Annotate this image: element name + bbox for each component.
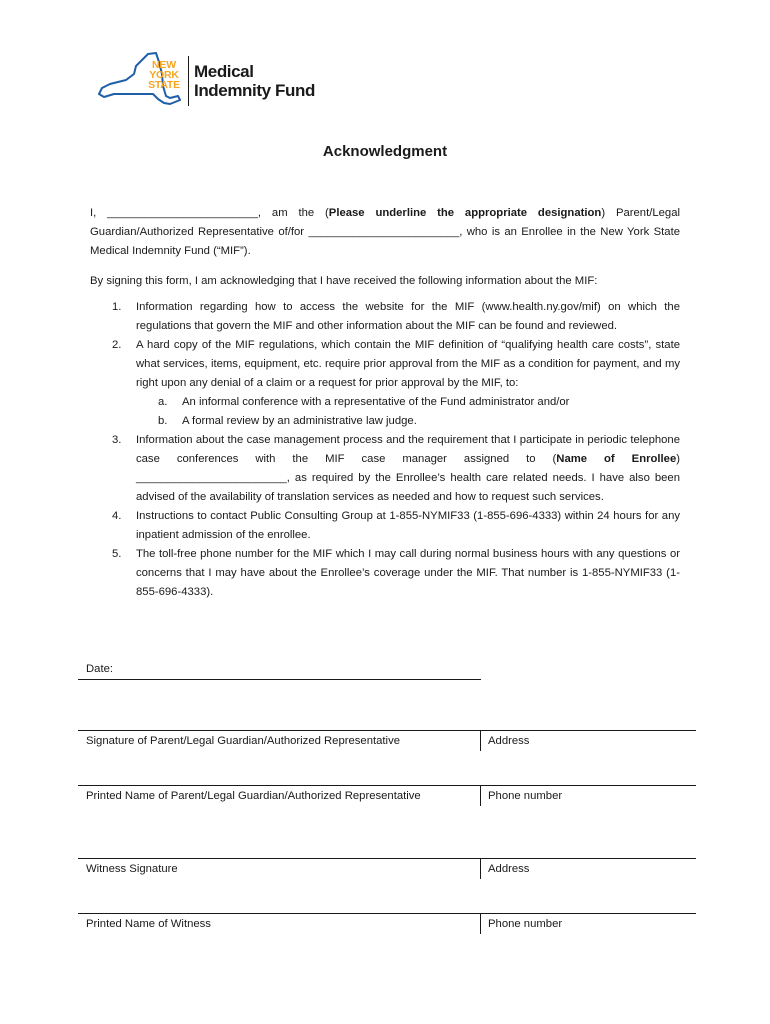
list-item-text: The toll-free phone number for the MIF which I may call during normal business hours with any questions or concerns that I may have about the Enrollee’s coverage under the MIF. That number is 1-855-NYMIF33 (1-855-696-4333). — [136, 548, 680, 598]
signature-row[interactable] — [78, 858, 696, 875]
org-line-2: Indemnity Fund — [194, 81, 315, 100]
intro-paragraph — [90, 204, 680, 261]
list-item — [90, 431, 680, 507]
list-item-text: Instructions to contact Public Consulting Group at 1-855-NYMIF33 (1-855-696-4333) within 24 hours for any inpatient admission of the enrollee. — [136, 510, 680, 541]
list-item — [90, 507, 680, 545]
intro-part-2: ) Parent/Legal Guardian/Authorized Representative of/for ________________________, who is an Enrollee in the New York State Medical Indemnity Fund (“MIF”). — [90, 207, 681, 257]
column-divider — [480, 859, 481, 879]
list-item-number: 2. — [112, 339, 122, 351]
acknowledgment-list — [90, 298, 680, 602]
lead-paragraph: By signing this form, I am acknowledging that I have received the following information about the MIF: — [90, 275, 598, 287]
organization-name — [194, 62, 315, 100]
page-title: Acknowledgment — [322, 143, 448, 160]
state-line-2: YORK — [149, 69, 179, 81]
list-item-number: 5. — [112, 548, 122, 560]
list-item-text-a: Information about the case management process and the requirement that I participate in periodic telephone case conferences with the MIF case manager assigned to ( — [136, 434, 680, 465]
sub-item-text: A formal review by an administrative law judge. — [182, 415, 417, 427]
printed-name-parent-label: Printed Name of Parent/Legal Guardian/Authorized Representative — [86, 790, 421, 802]
org-line-1: Medical — [194, 62, 254, 81]
list-item-bold: Name of Enrollee — [556, 453, 677, 465]
address-label: Address — [488, 735, 530, 747]
signature-row[interactable] — [78, 785, 696, 802]
intro-bold: Please underline the appropriate designation — [328, 207, 602, 219]
list-item-text: Information regarding how to access the website for the MIF (www.health.ny.gov/mif) on which the regulations that govern the MIF and other information about the MIF can be found and reviewed. — [136, 301, 680, 332]
date-label: Date: — [86, 663, 114, 675]
sub-list-item — [90, 393, 680, 412]
sub-item-text: An informal conference with a representative of the Fund administrator and/or — [182, 396, 570, 408]
signature-row[interactable] — [78, 730, 696, 747]
list-item-number: 1. — [112, 301, 122, 313]
logo-divider — [188, 56, 189, 106]
printed-name-witness-label: Printed Name of Witness — [86, 918, 211, 930]
list-item — [90, 545, 680, 602]
state-line-1: NEW — [152, 59, 176, 71]
sub-item-letter: b. — [158, 415, 168, 427]
nys-mif-logo — [96, 52, 336, 112]
state-line-3: STATE — [148, 79, 180, 91]
sub-item-letter: a. — [158, 396, 168, 408]
column-divider — [480, 786, 481, 806]
phone-number-label: Phone number — [488, 790, 563, 802]
list-item-text-b: ) ________________________, as required by the Enrollee’s health care related needs. I have also been advised of the availability of translation services as needed and how to request such services. — [136, 453, 681, 503]
list-item-text: A hard copy of the MIF regulations, which contain the MIF definition of “qualifying health care costs”, state what services, items, equipment, etc. require prior approval from the MIF as a condition for payment, and my right upon any denial of a claim or a request for prior approval by the MIF, to: — [136, 339, 680, 389]
signature-row[interactable] — [78, 913, 696, 930]
list-item-number: 3. — [112, 434, 122, 446]
phone-number-label: Phone number — [488, 918, 563, 930]
signature-parent-label: Signature of Parent/Legal Guardian/Authorized Representative — [86, 735, 401, 747]
witness-signature-label: Witness Signature — [86, 863, 178, 875]
list-item — [90, 336, 680, 393]
intro-part-1: I, ________________________, am the ( — [90, 207, 329, 219]
sub-list-item — [90, 412, 680, 431]
nys-wordmark — [144, 60, 184, 90]
date-field[interactable] — [78, 660, 481, 680]
list-item — [90, 298, 680, 336]
column-divider — [480, 731, 481, 751]
column-divider — [480, 914, 481, 934]
list-item-number: 4. — [112, 510, 122, 522]
address-label: Address — [488, 863, 530, 875]
